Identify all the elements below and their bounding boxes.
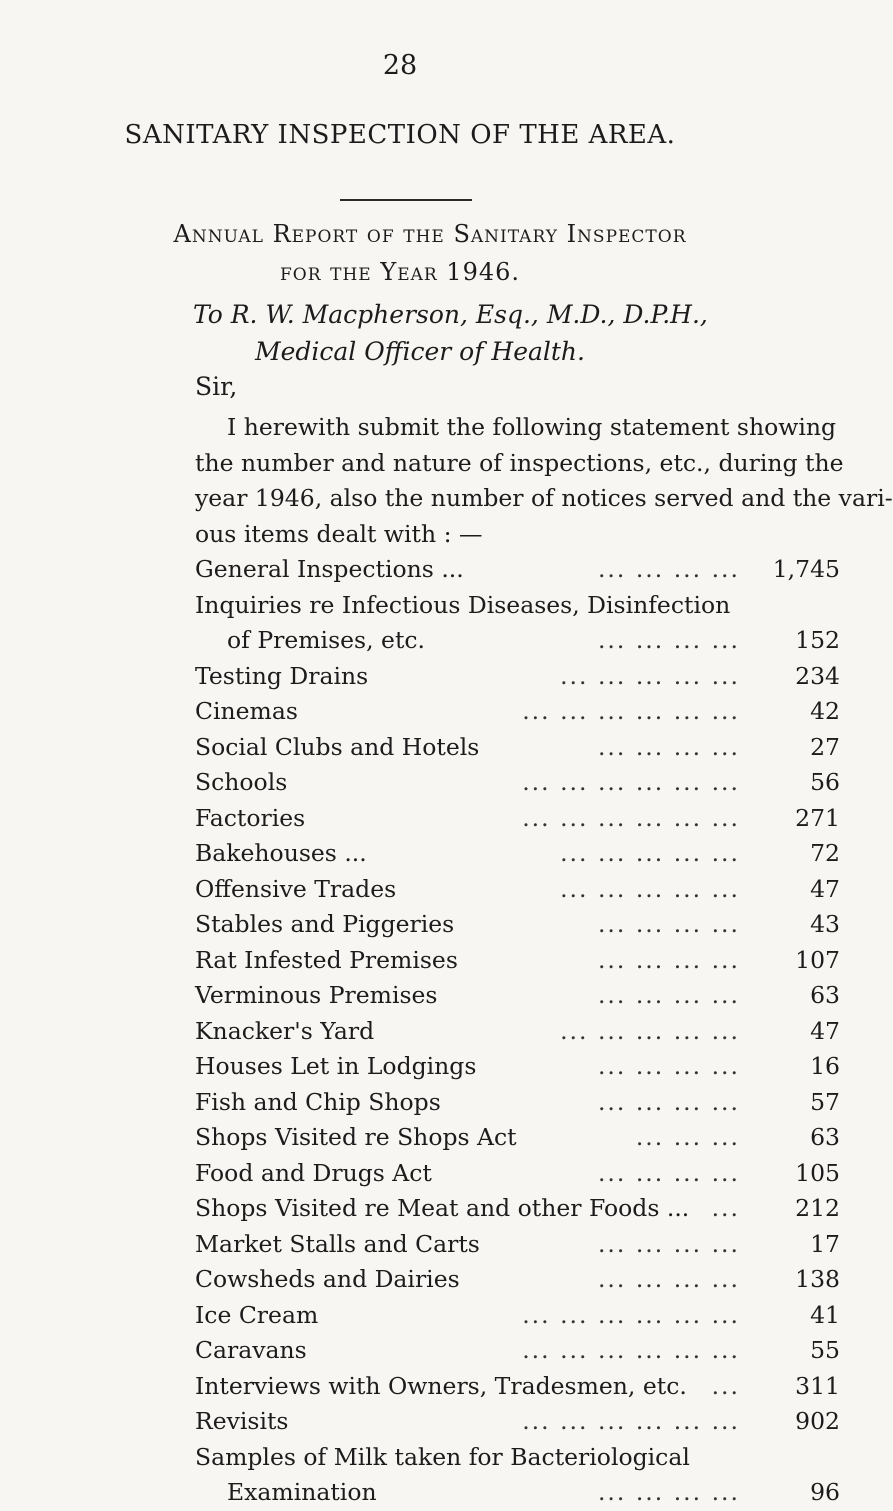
item-count: 17 [810, 1229, 840, 1258]
item-label: Knacker's Yard [195, 1016, 375, 1045]
leader-dots: ... ... ... ... [597, 1229, 740, 1258]
section-title: SANITARY INSPECTION OF THE AREA. [124, 120, 676, 150]
inspection-item-row [195, 1298, 840, 1334]
inspection-item-row [195, 694, 840, 730]
intro-line: I herewith submit the following statement showing [227, 413, 837, 441]
item-count: 138 [795, 1265, 840, 1293]
leader-dots: ... ... ... ... [597, 1265, 740, 1293]
item-count: 234 [795, 661, 840, 690]
leader-dots: ... ... ... ... [597, 555, 740, 583]
item-label: Samples of Milk taken for Bacteriological [195, 1442, 690, 1471]
item-count: 311 [795, 1371, 840, 1400]
salutation: Sir, [195, 372, 238, 401]
report-heading-line2: for the Year 1946. [279, 258, 521, 286]
inspection-item-row [195, 588, 840, 659]
inspection-item-row [195, 943, 840, 979]
item-label: Schools [195, 768, 288, 796]
inspection-item-row [195, 1262, 840, 1298]
addressee-title: Medical Officer of Health. [255, 337, 585, 366]
inspection-item-row [195, 765, 840, 801]
leader-dots: ... ... ... ... ... [560, 839, 740, 867]
inspection-item-row [195, 978, 840, 1014]
addressee: To R. W. Macpherson, Esq., M.D., D.P.H., [193, 300, 708, 329]
item-count: 41 [810, 1300, 840, 1329]
leader-dots: ... ... ... ... [597, 981, 740, 1009]
item-label: Inquiries re Infectious Diseases, Disinfection [195, 590, 731, 619]
leader-dots: ... [711, 1194, 740, 1222]
item-label: Rat Infested Premises [195, 945, 458, 974]
intro-line: ous items dealt with : — [195, 519, 483, 548]
item-count: 72 [810, 839, 840, 867]
item-count: 107 [795, 945, 840, 974]
intro-line: the number and nature of inspections, etc., during the [195, 448, 844, 477]
item-count: 43 [810, 910, 840, 938]
item-count: 47 [810, 874, 840, 903]
leader-dots: ... ... ... ... ... ... [522, 1300, 740, 1329]
inspection-item-row [195, 1014, 840, 1050]
item-label: Social Clubs and Hotels [195, 732, 480, 761]
item-count: 42 [810, 697, 840, 725]
item-label: Fish and Chip Shops [195, 1087, 441, 1116]
item-label: Revisits [195, 1407, 289, 1435]
leader-dots: ... ... ... [635, 1123, 740, 1151]
item-label: Factories [195, 803, 306, 832]
item-label: Caravans [195, 1336, 307, 1364]
leader-dots: ... [711, 1371, 740, 1400]
item-label: Testing Drains [195, 661, 369, 690]
item-count: 63 [810, 981, 840, 1009]
leader-dots: ... ... ... ... ... ... [522, 697, 740, 725]
item-label: Market Stalls and Carts [195, 1229, 480, 1258]
item-count: 57 [810, 1087, 840, 1116]
item-count: 16 [810, 1052, 840, 1080]
inspection-item-row [195, 552, 840, 588]
report-heading-line1: Annual Report of the Sanitary Inspector [173, 220, 687, 248]
item-count: 902 [795, 1407, 840, 1435]
leader-dots: ... ... ... ... ... ... [522, 1407, 740, 1435]
item-count: 1,745 [772, 555, 840, 583]
leader-dots: ... ... ... ... [597, 1478, 740, 1506]
item-count: 152 [795, 626, 840, 654]
item-label: Bakehouses ... [195, 839, 367, 867]
leader-dots: ... ... ... ... [597, 732, 740, 761]
item-label: Ice Cream [195, 1300, 319, 1329]
inspection-item-row [195, 801, 840, 837]
inspection-item-row [195, 907, 840, 943]
leader-dots: ... ... ... ... [597, 626, 740, 654]
item-count: 55 [810, 1336, 840, 1364]
item-label: Shops Visited re Meat and other Foods ... [195, 1194, 690, 1222]
intro-line: year 1946, also the number of notices served and the vari- [195, 484, 893, 512]
item-count: 63 [810, 1123, 840, 1151]
leader-dots: ... ... ... ... [597, 945, 740, 974]
item-label: Cinemas [195, 697, 298, 725]
leader-dots: ... ... ... ... [597, 1087, 740, 1116]
item-count: 56 [810, 768, 840, 796]
inspection-item-row [195, 1120, 840, 1156]
item-count: 96 [810, 1478, 840, 1506]
item-label: General Inspections ... [195, 555, 464, 583]
item-count: 105 [795, 1158, 840, 1187]
item-label: Shops Visited re Shops Act [195, 1123, 517, 1151]
item-label: Stables and Piggeries [195, 910, 455, 938]
inspection-item-row [195, 1404, 840, 1440]
inspection-item-row [195, 1085, 840, 1121]
item-count: 271 [795, 803, 840, 832]
item-count: 47 [810, 1016, 840, 1045]
leader-dots: ... ... ... ... ... ... [522, 803, 740, 832]
item-label: Food and Drugs Act [195, 1158, 432, 1187]
inspection-item-row [195, 1049, 840, 1085]
leader-dots: ... ... ... ... ... ... [522, 768, 740, 796]
inspection-item-row [195, 872, 840, 908]
leader-dots: ... ... ... ... ... [560, 1016, 740, 1045]
item-count: 212 [795, 1194, 840, 1222]
item-label: Offensive Trades [195, 874, 397, 903]
inspection-item-row [195, 1227, 840, 1263]
leader-dots: ... ... ... ... ... [560, 874, 740, 903]
item-label: Interviews with Owners, Tradesmen, etc. [195, 1371, 687, 1400]
intro-paragraph [195, 410, 893, 552]
inspection-item-row [195, 836, 840, 872]
title-divider [340, 199, 472, 201]
inspection-item-row [195, 730, 840, 766]
leader-dots: ... ... ... ... ... ... [522, 1336, 740, 1364]
item-label: Houses Let in Lodgings [195, 1052, 477, 1080]
inspection-item-row [195, 1333, 840, 1369]
item-label: Verminous Premises [195, 981, 438, 1009]
leader-dots: ... ... ... ... [597, 1052, 740, 1080]
leader-dots: ... ... ... ... [597, 1158, 740, 1187]
leader-dots: ... ... ... ... [597, 910, 740, 938]
inspection-items-list [195, 552, 840, 1511]
inspection-item-row [195, 1156, 840, 1192]
item-count: 27 [810, 732, 840, 761]
leader-dots: ... ... ... ... ... [560, 661, 740, 690]
inspection-item-row [195, 1191, 840, 1227]
inspection-item-row [195, 1369, 840, 1405]
inspection-item-row [195, 659, 840, 695]
item-label-continuation: of Premises, etc. [227, 626, 426, 654]
item-label-continuation: Examination [227, 1478, 377, 1506]
page-number: 28 [382, 50, 418, 81]
inspection-item-row [195, 1440, 840, 1511]
item-label: Cowsheds and Dairies [195, 1265, 460, 1293]
